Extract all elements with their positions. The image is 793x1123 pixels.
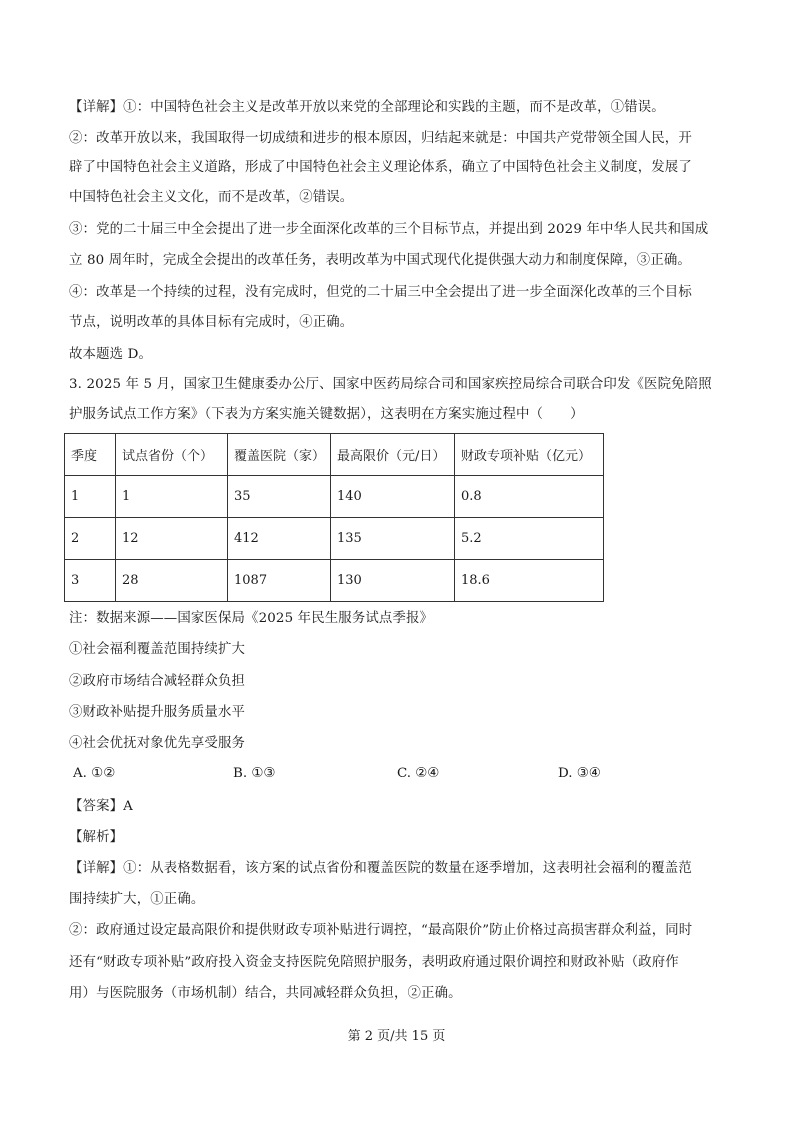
data-table	[64, 433, 604, 602]
answer-label: 【答案】A	[69, 799, 133, 814]
table-header-cell: 财政专项补贴（亿元）	[455, 434, 604, 476]
option-a: A. ①②	[73, 766, 116, 781]
table-cell: 1087	[228, 560, 331, 602]
text-line: 辟了中国特色社会主义道路，形成了中国特色社会主义理论体系，确立了中国特色社会主义制度，发展了	[69, 160, 692, 175]
option-d: D. ③④	[558, 766, 601, 781]
text-line: 中国特色社会主义文化，而不是改革，②错误。	[69, 190, 354, 205]
table-row	[65, 560, 604, 602]
text-line: 【详解】①：从表格数据看，该方案的试点省份和覆盖医院的数量在逐季增加，这表明社会福利的覆盖范	[69, 861, 692, 876]
question-line: 3. 2025 年 5 月，国家卫生健康委办公厅、国家中医药局综合司和国家疾控局综合司联合印发《医院免陪照	[69, 377, 712, 392]
table-cell: 2	[65, 518, 116, 560]
table-header-cell: 最高限价（元/日）	[331, 434, 455, 476]
text-line: 【详解】①：中国特色社会主义是改革开放以来党的全部理论和实践的主题，而不是改革，①错误。	[69, 100, 665, 115]
table-header-cell: 覆盖医院（家）	[228, 434, 331, 476]
text-line: 还有“财政专项补贴”政府投入资金支持医院免陪照护服务，表明政府通过限价调控和财政补贴（政府作	[69, 955, 679, 970]
table-row	[65, 518, 604, 560]
page-footer: 第 2 页/共 15 页	[347, 1029, 446, 1044]
table-cell: 0.8	[455, 476, 604, 518]
table-cell: 18.6	[455, 560, 604, 602]
option-c: C. ②④	[397, 766, 440, 781]
table-cell: 1	[116, 476, 228, 518]
table-header-cell: 试点省份（个）	[116, 434, 228, 476]
text-line: ④：改革是一个持续的过程，没有完成时，但党的二十届三中全会提出了进一步全面深化改革的三个目标	[69, 285, 692, 300]
table-cell: 12	[116, 518, 228, 560]
table-cell: 3	[65, 560, 116, 602]
table-cell: 28	[116, 560, 228, 602]
table-row	[65, 476, 604, 518]
statement-item: ①社会福利覆盖范围持续扩大	[69, 642, 246, 657]
text-line: 立 80 周年时，完成全会提出的改革任务，表明改革为中国式现代化提供强大动力和制度保障，③正确。	[69, 253, 691, 268]
table-header-cell: 季度	[65, 434, 116, 476]
text-line: 节点，说明改革的具体目标有完成时，④正确。	[69, 315, 354, 330]
text-line: 故本题选 D。	[69, 347, 152, 362]
statement-item: ②政府市场结合减轻群众负担	[69, 674, 246, 689]
statement-item: ④社会优抚对象优先享受服务	[69, 736, 246, 751]
table-cell: 35	[228, 476, 331, 518]
table-cell: 5.2	[455, 518, 604, 560]
text-line: ③：党的二十届三中全会提出了进一步全面深化改革的三个目标节点，并提出到 2029 年中华人民共和国成	[69, 222, 709, 237]
table-cell: 130	[331, 560, 455, 602]
table-cell: 135	[331, 518, 455, 560]
text-line: 用）与医院服务（市场机制）结合，共同减轻群众负担，②正确。	[69, 986, 462, 1001]
question-line: 护服务试点工作方案》（下表为方案实施关键数据），这表明在方案实施过程中（ ）	[69, 407, 584, 422]
table-cell: 1	[65, 476, 116, 518]
table-note: 注：数据来源——国家医保局《2025 年民生服务试点季报》	[69, 611, 434, 626]
option-b: B. ①③	[233, 766, 276, 781]
text-line: ②：改革开放以来，我国取得一切成绩和进步的根本原因，归结起来就是：中国共产党带领全国人民，开	[69, 131, 692, 146]
analysis-label: 【解析】	[69, 830, 124, 845]
table-cell: 412	[228, 518, 331, 560]
text-line: ②：政府通过设定最高限价和提供财政专项补贴进行调控，“最高限价”防止价格过高损害群众利益，同时	[69, 923, 693, 938]
table-cell: 140	[331, 476, 455, 518]
statement-item: ③财政补贴提升服务质量水平	[69, 705, 246, 720]
table-header-row	[65, 434, 604, 476]
text-line: 围持续扩大，①正确。	[69, 892, 205, 907]
